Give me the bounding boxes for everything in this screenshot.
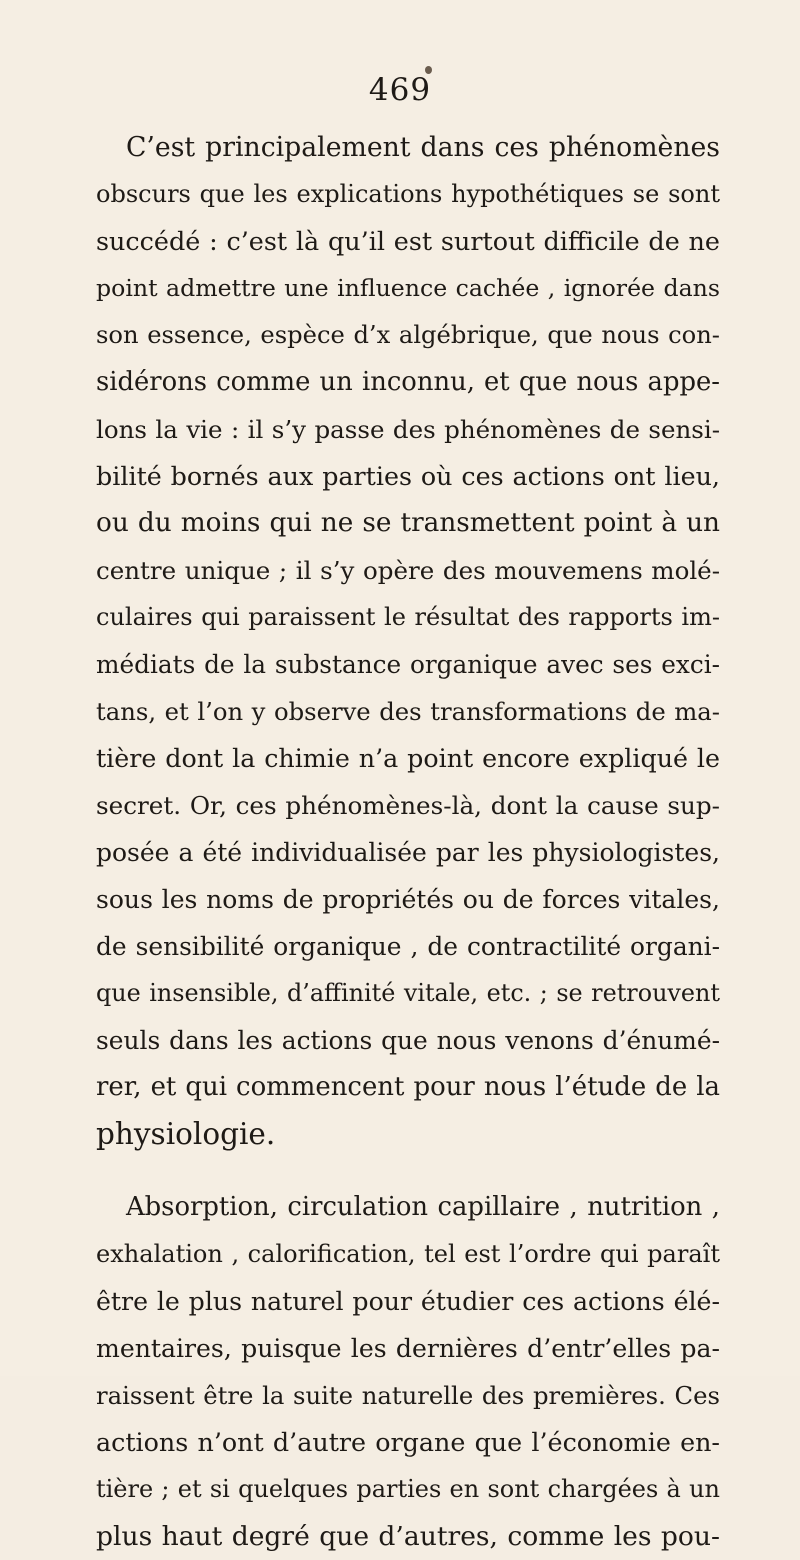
text-line: mentaires, puisque les dernières d’entr’elles pa-	[96, 1334, 720, 1363]
text-line: physiologie.	[96, 1117, 276, 1151]
text-line: tière ; et si quelques parties en sont chargées à un	[96, 1475, 720, 1503]
text-line: succédé : c’est là qu’il est surtout difficile de ne	[96, 226, 720, 256]
page-number: 469	[368, 72, 432, 108]
text-line: secret. Or, ces phénomènes-là, dont la cause sup-	[96, 791, 720, 820]
paragraph-1	[96, 124, 720, 1158]
text-line: rer, et qui commencent pour nous l’étude de la	[96, 1072, 720, 1102]
text-line: être le plus naturel pour étudier ces actions élé-	[96, 1287, 720, 1316]
text-line: plus haut degré que d’autres, comme les pou-	[96, 1521, 720, 1552]
text-line: lons la vie : il s’y passe des phénomènes de sensi-	[96, 415, 720, 444]
text-line: Absorption, circulation capillaire , nutrition ,	[126, 1192, 720, 1222]
text-line: C’est principalement dans ces phénomènes	[126, 132, 720, 163]
text-line: posée a été individualisée par les physiologistes,	[96, 838, 720, 867]
text-line: sidérons comme un inconnu, et que nous appe-	[96, 367, 720, 397]
paragraph-gap	[96, 1158, 720, 1184]
text-line: tans, et l’on y observe des transformations de ma-	[96, 697, 720, 726]
text-line: actions n’ont d’autre organe que l’économie en-	[96, 1427, 720, 1457]
text-line: tière dont la chimie n’a point encore expliqué le	[96, 743, 720, 773]
text-line: de sensibilité organique , de contractilité organi-	[96, 932, 720, 961]
paragraph-2	[96, 1184, 720, 1560]
text-line: seuls dans les actions que nous venons d’énumé-	[96, 1026, 720, 1055]
text-line: sous les noms de propriétés ou de forces vitales,	[96, 885, 720, 914]
text-line: culaires qui paraissent le résultat des rapports im-	[96, 603, 720, 631]
text-line: centre unique ; il s’y opère des mouvemens molé-	[96, 556, 720, 585]
text-line: exhalation , calorification, tel est l’ordre qui paraît	[96, 1240, 720, 1268]
text-line: médiats de la substance organique avec ses exci-	[96, 650, 720, 679]
text-line: que insensible, d’affinité vitale, etc. ; se retrouvent	[96, 979, 720, 1007]
text-line: son essence, espèce d’x algébrique, que nous con-	[96, 321, 720, 349]
text-line: obscurs que les explications hypothétiques se sont	[96, 180, 720, 208]
text-line: bilité bornés aux parties où ces actions ont lieu,	[96, 461, 720, 491]
text-line: raissent être la suite naturelle des premières. Ces	[96, 1381, 720, 1410]
body-text	[96, 124, 720, 1560]
text-line: point admettre une influence cachée , ignorée dans	[96, 274, 720, 302]
text-line: ou du moins qui ne se transmettent point à un	[96, 508, 720, 538]
